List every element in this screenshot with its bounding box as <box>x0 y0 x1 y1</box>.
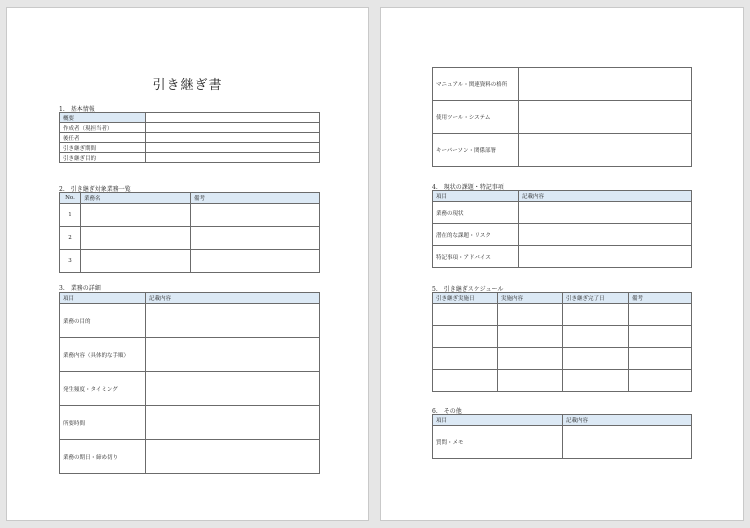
content-cell[interactable] <box>563 426 692 459</box>
table-row <box>60 123 320 133</box>
label-duration: 所要時間 <box>60 406 146 440</box>
header-item: 項目 <box>433 191 519 202</box>
label-risks: 潜在的な課題・リスク <box>433 224 519 246</box>
table-row <box>60 113 320 123</box>
table-row <box>433 224 692 246</box>
task-name-cell[interactable] <box>81 204 191 227</box>
content-cell[interactable] <box>519 134 692 167</box>
schedule-cell[interactable] <box>433 326 498 348</box>
table-header-row <box>60 293 320 304</box>
task-detail-table <box>59 292 320 474</box>
header-task-name: 業務名 <box>81 193 191 204</box>
table-row <box>433 246 692 268</box>
content-cell[interactable] <box>146 372 320 406</box>
label-manual-location: マニュアル・関連資料の格所 <box>433 68 519 101</box>
schedule-cell[interactable] <box>563 304 629 326</box>
schedule-table <box>432 292 692 392</box>
label-advice: 特記事項・アドバイス <box>433 246 519 268</box>
basic-info-table <box>59 112 320 163</box>
table-row <box>433 68 692 101</box>
label-deadline: 業務の期日・締め切り <box>60 440 146 474</box>
label-successor: 後任者 <box>60 133 146 143</box>
issues-table <box>432 190 692 268</box>
content-cell[interactable] <box>146 338 320 372</box>
row-number: 1 <box>60 204 81 227</box>
schedule-cell[interactable] <box>433 304 498 326</box>
schedule-cell[interactable] <box>629 370 692 392</box>
header-notes: 備考 <box>191 193 320 204</box>
schedule-cell[interactable] <box>629 304 692 326</box>
table-row <box>433 326 692 348</box>
table-header-row <box>60 193 320 204</box>
task-list-table <box>59 192 320 273</box>
document-title: 引き継ぎ書 <box>152 78 223 93</box>
schedule-cell[interactable] <box>563 370 629 392</box>
label-questions-memo: 質問・メモ <box>433 426 563 459</box>
header-content: 記載内容 <box>519 191 692 202</box>
table-row <box>60 227 320 250</box>
label-key-persons: キーパーソン・関係部署 <box>433 134 519 167</box>
schedule-cell[interactable] <box>433 348 498 370</box>
content-cell[interactable] <box>519 246 692 268</box>
header-content: 記載内容 <box>146 293 320 304</box>
section-4-heading: 4. 現状の課題・特記事項 <box>432 184 504 191</box>
header-item: 項目 <box>433 415 563 426</box>
value-cell[interactable] <box>146 153 320 163</box>
value-cell[interactable] <box>146 133 320 143</box>
label-period: 引き継ぎ期間 <box>60 143 146 153</box>
header-activity: 実施内容 <box>498 293 563 304</box>
table-row <box>433 101 692 134</box>
row-number: 3 <box>60 250 81 273</box>
label-task-purpose: 業務の目的 <box>60 304 146 338</box>
other-table <box>432 414 692 459</box>
content-cell[interactable] <box>519 101 692 134</box>
content-cell[interactable] <box>519 68 692 101</box>
notes-cell[interactable] <box>191 227 320 250</box>
table-row <box>433 202 692 224</box>
schedule-cell[interactable] <box>629 326 692 348</box>
table-header-row <box>433 293 692 304</box>
label-current-status: 業務の現状 <box>433 202 519 224</box>
table-row <box>60 143 320 153</box>
value-cell[interactable] <box>146 123 320 133</box>
table-row <box>433 134 692 167</box>
page-2 <box>380 7 744 521</box>
content-cell[interactable] <box>146 406 320 440</box>
label-frequency: 発生頻度・タイミング <box>60 372 146 406</box>
table-row <box>60 406 320 440</box>
table-row <box>60 304 320 338</box>
table-row <box>60 204 320 227</box>
header-content: 記載内容 <box>563 415 692 426</box>
schedule-cell[interactable] <box>433 370 498 392</box>
table-row <box>433 370 692 392</box>
section-5-heading: 5. 引き継ぎスケジュール <box>432 286 504 293</box>
task-name-cell[interactable] <box>81 250 191 273</box>
notes-cell[interactable] <box>191 204 320 227</box>
value-cell[interactable] <box>146 113 320 123</box>
section-3-heading: 3. 業務の詳細 <box>59 285 101 292</box>
header-start-date: 引き継ぎ実施日 <box>433 293 498 304</box>
task-name-cell[interactable] <box>81 227 191 250</box>
table-row <box>60 372 320 406</box>
table-header-row <box>433 415 692 426</box>
table-row <box>60 440 320 474</box>
table-row <box>60 153 320 163</box>
schedule-cell[interactable] <box>498 370 563 392</box>
schedule-cell[interactable] <box>498 348 563 370</box>
schedule-cell[interactable] <box>563 348 629 370</box>
content-cell[interactable] <box>519 224 692 246</box>
section-2-heading: 2. 引き継ぎ対象業務一覧 <box>59 186 131 193</box>
label-overview: 概要 <box>60 113 146 123</box>
schedule-cell[interactable] <box>563 326 629 348</box>
notes-cell[interactable] <box>191 250 320 273</box>
table-row <box>433 348 692 370</box>
header-end-date: 引き継ぎ完了日 <box>563 293 629 304</box>
content-cell[interactable] <box>146 440 320 474</box>
table-row <box>60 250 320 273</box>
header-notes: 備考 <box>629 293 692 304</box>
header-item: 項目 <box>60 293 146 304</box>
content-cell[interactable] <box>146 304 320 338</box>
label-tools-systems: 使用ツール・システム <box>433 101 519 134</box>
section-6-heading: 6. その他 <box>432 408 462 415</box>
table-row <box>433 426 692 459</box>
schedule-cell[interactable] <box>629 348 692 370</box>
schedule-cell[interactable] <box>498 326 563 348</box>
table-row <box>60 338 320 372</box>
table-header-row <box>433 191 692 202</box>
header-no: No. <box>60 193 81 204</box>
row-number: 2 <box>60 227 81 250</box>
label-purpose: 引き継ぎ目的 <box>60 153 146 163</box>
table-row <box>433 304 692 326</box>
section-1-heading: 1. 基本情報 <box>59 106 95 113</box>
page-1 <box>6 7 369 521</box>
schedule-cell[interactable] <box>498 304 563 326</box>
content-cell[interactable] <box>519 202 692 224</box>
label-task-procedure: 業務内容（具体的な手順） <box>60 338 146 372</box>
label-author: 作成者（現担当者） <box>60 123 146 133</box>
task-detail-continued-table <box>432 67 692 167</box>
table-row <box>60 133 320 143</box>
value-cell[interactable] <box>146 143 320 153</box>
